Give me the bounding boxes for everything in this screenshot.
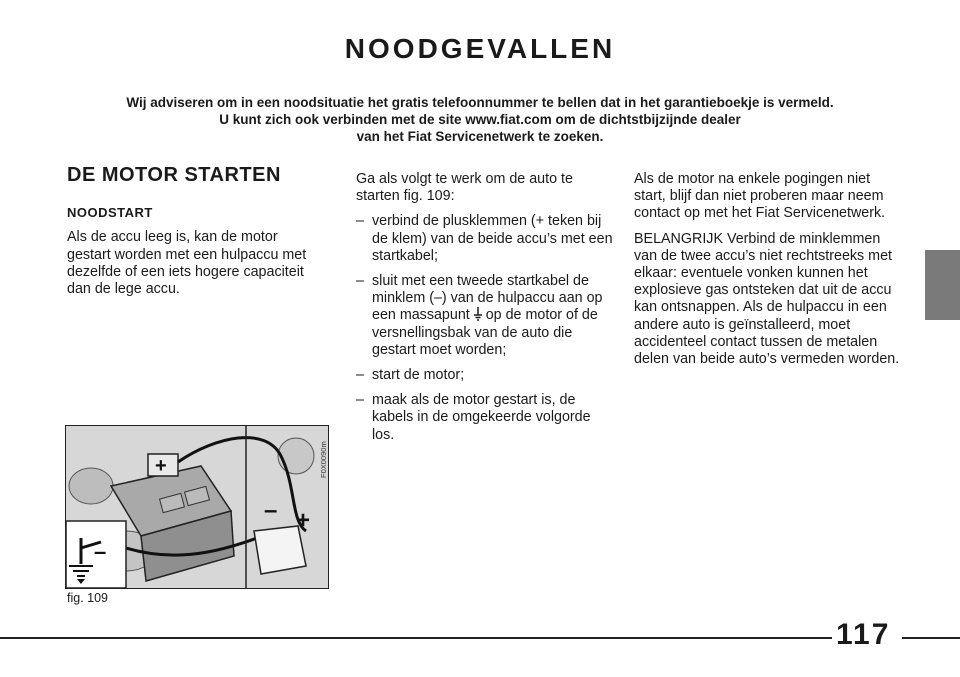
step-text: verbind de plusklemmen (+ teken bij de klem) van de beide accu’s met een startkabel; <box>372 213 613 264</box>
chapter-tab <box>925 250 960 320</box>
page-title: NOODGEVALLEN <box>344 33 616 64</box>
ground-symbol-icon <box>474 307 482 321</box>
battery-illustration-icon <box>66 426 328 588</box>
step-text: start de motor; <box>372 367 465 384</box>
intro-line: Wij adviseren om in een noodsituatie het gratis telefoonnummer te bellen dat in het garantieboekje is vermeld. <box>126 95 834 110</box>
footer-rule <box>902 637 960 639</box>
figure-plus-label: + <box>155 455 167 477</box>
step-dash: – <box>356 213 364 230</box>
column-middle <box>356 171 616 452</box>
step-text: sluit met een tweede startkabel de minklem (–) van de hulpaccu aan op een massapunt <box>372 273 603 324</box>
footer-rule <box>0 637 832 639</box>
paragraph: Als de accu leeg is, kan de motor gestart worden met een hulpaccu met dezelfde of een iets hogere capaciteit dan de lege accu. <box>67 229 307 298</box>
column-right <box>634 171 904 376</box>
section-title: DE MOTOR STARTEN <box>67 164 281 186</box>
intro-text <box>60 94 900 145</box>
step-text: op de motor of de versnellingsbak van de auto die gestart moet worden; <box>372 307 598 358</box>
intro-line: U kunt zich ook verbinden met de site www.fiat.com om de dichtstbijzijnde dealer <box>219 112 741 127</box>
step-item <box>356 367 616 384</box>
steps-intro: Ga als volgt te werk om de auto te starten fig. 109: <box>356 171 573 205</box>
figure-minus-label: – <box>94 539 107 564</box>
column-left <box>67 164 317 306</box>
step-text: maak als de motor gestart is, de kabels in de omgekeerde volgorde los. <box>372 392 591 443</box>
paragraph: Als de motor na enkele pogingen niet start, blijf dan niet proberen maar neem contact op met het Fiat Servicenetwerk. <box>634 171 886 222</box>
page-number: 117 <box>836 618 891 651</box>
figure-plus-label: + <box>296 507 311 534</box>
important-note: BELANGRIJK Verbind de minklemmen van de twee accu’s niet rechtstreeks met elkaar: eventuele vonken kunnen het explosieve gas ontsteken dat uit de accu kan ontsnappen. Als de hulpaccu in een andere auto is geïnstalleerd, moet accidenteel contact tussen de metalen delen van beide auto’s vermeden worden. <box>634 230 900 368</box>
figure-minus-label: – <box>264 497 278 524</box>
jump-start-illustration <box>65 425 329 589</box>
step-dash: – <box>356 367 364 384</box>
figure-caption: fig. 109 <box>67 591 109 605</box>
intro-line: van het Fiat Servicenetwerk te zoeken. <box>356 129 604 144</box>
step-dash: – <box>356 392 364 409</box>
figure-code <box>318 428 328 478</box>
step-item <box>356 213 616 265</box>
subheading: NOODSTART <box>67 205 153 221</box>
step-dash: – <box>356 273 364 290</box>
step-item <box>356 392 616 444</box>
svg-text:F0X0090m: F0X0090m <box>319 441 328 478</box>
step-item <box>356 273 616 359</box>
